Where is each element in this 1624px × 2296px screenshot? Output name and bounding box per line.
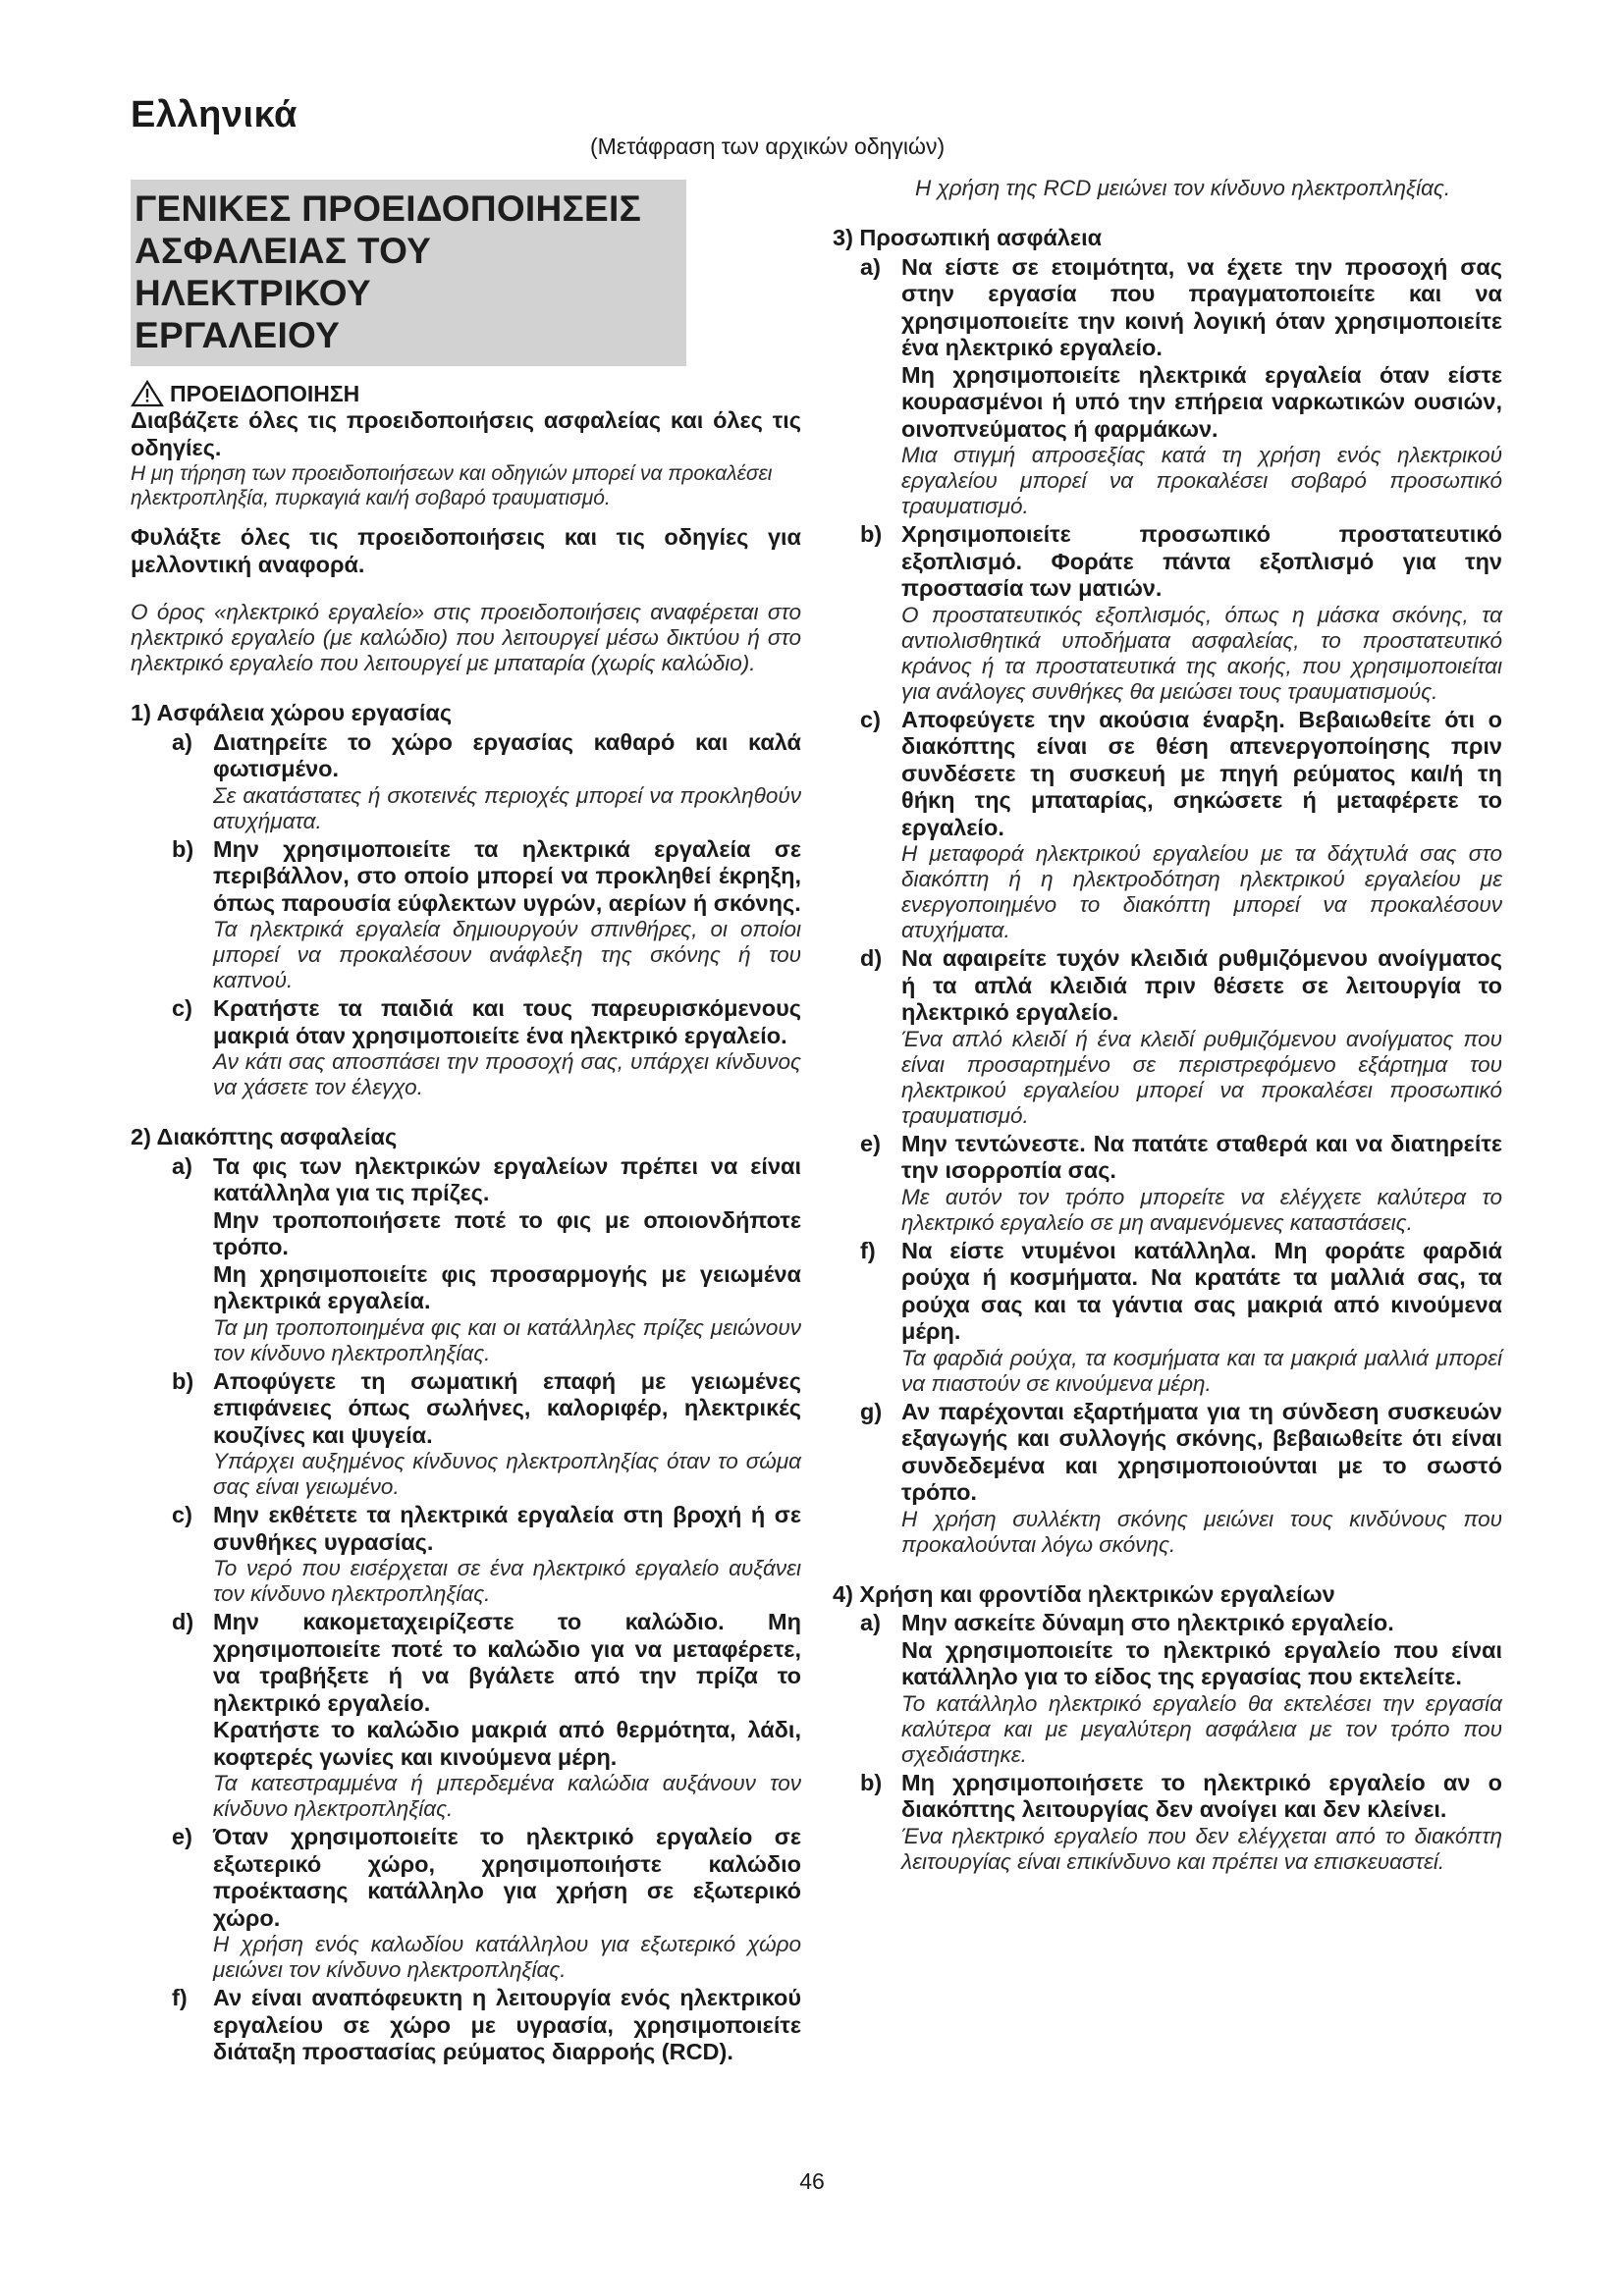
item-bold: Αποφύγετε τη σωματική επαφή με γειωμένες επιφάνειες όπως σωλήνες, καλοριφέρ, ηλεκτρικές κουζίνες και ψυγεία. (213, 1367, 801, 1448)
item-bold: Μην τεντώνεστε. Να πατάτε σταθερά και να διατηρείτε την ισορροπία σας. (901, 1130, 1502, 1183)
item-note: Μια στιγμή απροσεξίας κατά τη χρήση ενός ηλεκτρικού εργαλείου μπορεί να προκαλέσει σοβαρό προσωπικό τραυματισμό. (901, 443, 1502, 518)
item-note: Σε ακατάστατες ή σκοτεινές περιοχές μπορεί να προκληθούν ατυχήματα. (213, 782, 801, 833)
item-note: Το κατάλληλο ηλεκτρικό εργαλείο θα εκτελέσει την εργασία καλύτερα και με μεγαλύτερη ασφάλεια με τον τρόπο που σχεδιάστηκε. (901, 1690, 1502, 1767)
list-item (833, 1131, 1502, 1236)
item-note: Τα φαρδιά ρούχα, τα κοσμήματα και τα μακριά μαλλιά μπορεί να πιαστούν σε κινούμενα μέρη. (901, 1345, 1502, 1396)
item-bold: Τα φις των ηλεκτρικών εργαλείων πρέπει να είναι κατάλληλα για τις πρίζες. (213, 1152, 801, 1205)
item-label: b) (860, 1769, 883, 1795)
list-item (833, 521, 1502, 705)
rcd-note: Η χρήση της RCD μειώνει τον κίνδυνο ηλεκτροπληξίας. (915, 176, 1451, 200)
list-item (131, 1153, 801, 1366)
list-item (833, 1399, 1502, 1558)
warning-label: ΠΡΟΕΙΔΟΠΟΙΗΣΗ (170, 380, 360, 406)
item-bold: Αν παρέχονται εξαρτήματα για τη σύνδεση συσκευών εξαγωγής και συλλογής σκόνης, βεβαιωθείτε ότι είναι συνδεδεμένα και χρησιμοποιούνται με το σωστό τρόπο. (901, 1398, 1502, 1505)
item-note: Το νερό που εισέρχεται σε ένα ηλεκτρικό εργαλείο αυξάνει τον κίνδυνο ηλεκτροπληξίας. (213, 1556, 801, 1606)
item-label: a) (172, 1152, 192, 1179)
list-item (131, 1985, 801, 2066)
item-bold: Μη χρησιμοποιήσετε το ηλεκτρικό εργαλείο αν ο διακόπτης λειτουργίας δεν ανοίγει και δεν κλείνει. (901, 1769, 1502, 1822)
list-item (833, 254, 1502, 520)
item-label: f) (860, 1237, 876, 1263)
intro-read-all: Διαβάζετε όλες τις προειδοποιήσεις ασφαλείας και όλες τις οδηγίες. (131, 407, 801, 460)
title-line: ΕΡΓΑΛΕΙΟΥ (135, 315, 341, 355)
language-heading: Ελληνικά (131, 94, 298, 135)
item-bold: Να χρησιμοποιείτε το ηλεκτρικό εργαλείο που είναι κατάλληλο για το είδος της εργασίας που εκτελείτε. (901, 1636, 1502, 1689)
item-label: d) (860, 945, 883, 971)
item-bold: Μην ασκείτε δύναμη στο ηλεκτρικό εργαλείο. (901, 1610, 1394, 1635)
item-bold: Μην κακομεταχειρίζεστε το καλώδιο. Μη χρησιμοποιείτε ποτέ το καλώδιο για να μεταφέρετε, να τραβήξετε ή να βγάλετε από την πρίζα το ηλεκτρικό εργαλείο. (213, 1609, 801, 1716)
section-2-title: 2) Διακόπτης ασφαλείας (131, 1124, 398, 1149)
warning-triangle-icon (131, 380, 164, 407)
intro-term: Ο όρος «ηλεκτρικό εργαλείο» στις προειδοποιήσεις αναφέρεται στο ηλεκτρικό εργαλείο (με καλώδιο) που λειτουργεί μέσω δικτύου ή στο ηλεκτρικό εργαλείο που λειτουργεί με μπαταρία (χωρίς καλώδιο). (131, 600, 801, 675)
section-title-box (131, 180, 686, 366)
page-number: 46 (799, 2168, 825, 2194)
item-note: Τα κατεστραμμένα ή μπερδεμένα καλώδια αυξάνουν τον κίνδυνο ηλεκτροπληξίας. (213, 1771, 801, 1821)
section-4-title: 4) Χρήση και φροντίδα ηλεκτρικών εργαλείων (833, 1580, 1335, 1607)
item-label: e) (860, 1130, 881, 1156)
item-bold: Χρησιμοποιείτε προσωπικό προστατευτικό εξοπλισμό. Φοράτε πάντα εξοπλισμό για την προστασία των ματιών. (901, 521, 1502, 601)
warning-heading (131, 380, 801, 407)
item-bold: Μη χρησιμοποιείτε ηλεκτρικά εργαλεία όταν είστε κουρασμένοι ή υπό την επήρεια ναρκωτικών ουσιών, οινοπνεύματος ή φαρμάκων. (901, 361, 1502, 442)
item-label: g) (860, 1398, 883, 1424)
item-label: a) (172, 728, 192, 755)
item-note: Η μεταφορά ηλεκτρικού εργαλείου με τα δάχτυλά σας στο διακόπτη ή η ηλεκτροδότηση ηλεκτρικού εργαλείου με ενεργοποιημένο το διακόπτη μπορεί να προκαλέσουν ατυχήματα. (901, 841, 1502, 942)
item-bold: Κρατήστε τα παιδιά και τους παρευρισκόμενους μακριά όταν χρησιμοποιείτε ένα ηλεκτρικό εργαλείο. (213, 995, 801, 1048)
list-item (131, 995, 801, 1100)
intro-keep: Φυλάξτε όλες τις προειδοποιήσεις και τις οδηγίες για μελλοντική αναφορά. (131, 524, 801, 577)
item-label: b) (172, 1367, 194, 1394)
item-note: Τα μη τροποποιημένα φις και οι κατάλληλες πρίζες μειώνουν τον κίνδυνο ηλεκτροπληξίας. (213, 1314, 801, 1365)
item-bold: Να αφαιρείτε τυχόν κλειδιά ρυθμιζόμενου ανοίγματος ή τα απλά κλειδιά πριν θέσετε σε λειτουργία το ηλεκτρικό εργαλείο. (901, 945, 1502, 1025)
item-note: Ο προστατευτικός εξοπλισμός, όπως η μάσκα σκόνης, τα αντιολισθητικά υποδήματα ασφαλείας, το προστατευτικό κράνος ή τα προστατευτικά της ακοής, που χρησιμοποιείται για ανάλογες συνθήκες θα μειώσει τους τραυματισμούς. (901, 602, 1502, 704)
item-bold: Να είστε σε ετοιμότητα, να έχετε την προσοχή σας στην εργασία που πραγματοποιείτε και να χρησιμοποιείτε την κοινή λογική όταν χρησιμοποιείτε ένα ηλεκτρικό εργαλείο. (901, 253, 1502, 360)
list-item (833, 1238, 1502, 1397)
translation-subtitle: (Μετάφραση των αρχικών οδηγιών) (590, 133, 946, 159)
item-label: a) (860, 1610, 881, 1635)
intro-read-all-note: Η μη τήρηση των προειδοποιήσεων και οδηγιών μπορεί να προκαλέσει ηλεκτροπληξία, πυρκαγιά και/ή σοβαρό τραυματισμό. (131, 462, 773, 509)
item-bold: Διατηρείτε το χώρο εργασίας καθαρό και καλά φωτισμένο. (213, 728, 801, 781)
list-item (833, 1770, 1502, 1875)
item-bold: Αποφεύγετε την ακούσια έναρξη. Βεβαιωθείτε ότι ο διακόπτης είναι σε θέση απενεργοποίησης πριν συνδέσετε τη συσκευή με πηγή ρεύματος και/ή τη θήκη της μπαταρίας, σηκώσετε ή μεταφέρετε το εργαλείο. (901, 706, 1502, 840)
list-item (131, 1368, 801, 1501)
list-item (131, 1824, 801, 1983)
section-1-title: 1) Ασφάλεια χώρου εργασίας (131, 700, 453, 725)
item-label: b) (172, 835, 194, 862)
item-bold: Να είστε ντυμένοι κατάλληλα. Μη φοράτε φαρδιά ρούχα ή κοσμήματα. Να κρατάτε τα μαλλιά σας, τα ρούχα σας και τα γάντια σας μακριά από κινούμενα μέρη. (901, 1237, 1502, 1344)
section-3-title: 3) Προσωπική ασφάλεια (833, 225, 1103, 250)
list-item (833, 707, 1502, 944)
item-label: d) (172, 1609, 194, 1634)
item-bold: Όταν χρησιμοποιείτε το ηλεκτρικό εργαλείο σε εξωτερικό χώρο, χρησιμοποιήστε καλώδιο προέκτασης κατάλληλο για χρήση σε εξωτερικό χώρο. (213, 1824, 801, 1931)
title-line: ΓΕΝΙΚΕΣ ΠΡΟΕΙΔΟΠΟΙΗΣΕΙΣ (135, 188, 642, 229)
item-label: c) (172, 995, 192, 1021)
right-column (833, 176, 1502, 1875)
list-item (131, 729, 801, 834)
item-bold: Μη χρησιμοποιείτε φις προσαρμογής με γειωμένα ηλεκτρικά εργαλεία. (213, 1260, 801, 1313)
item-label: e) (172, 1824, 192, 1849)
item-note: Με αυτόν τον τρόπο μπορείτε να ελέγχετε καλύτερα το ηλεκτρικό εργαλείο σε μη αναμενόμενες καταστάσεις. (901, 1184, 1502, 1235)
item-note: Υπάρχει αυξημένος κίνδυνος ηλεκτροπληξίας όταν το σώμα σας είναι γειωμένο. (213, 1449, 801, 1499)
list-item (131, 1502, 801, 1607)
item-note: Ένα ηλεκτρικό εργαλείο που δεν ελέγχεται από το διακόπτη λειτουργίας είναι επικίνδυνο και πρέπει να επισκευαστεί. (901, 1823, 1502, 1874)
item-label: f) (172, 1985, 188, 2010)
item-bold: Αν είναι αναπόφευκτη η λειτουργία ενός ηλεκτρικού εργαλείου σε χώρο με υγρασία, χρησιμοποιείτε διάταξη προστασίας ρεύματος διαρροής (RCD). (213, 1985, 801, 2064)
item-bold: Κρατήστε το καλώδιο μακριά από θερμότητα, λάδι, κοφτερές γωνίες και κινούμενα μέρη. (213, 1717, 801, 1770)
list-item (833, 945, 1502, 1129)
item-label: a) (860, 253, 881, 280)
title-line: ΑΣΦΑΛΕΙΑΣ ΤΟΥ ΗΛΕΚΤΡΙΚΟΥ (135, 231, 432, 313)
item-label: c) (860, 706, 881, 732)
item-note: Η χρήση ενός καλωδίου κατάλληλου για εξωτερικό χώρο μειώνει τον κίνδυνο ηλεκτροπληξίας. (213, 1932, 801, 1982)
item-label: c) (172, 1502, 192, 1527)
list-item (131, 1609, 801, 1822)
item-note: Τα ηλεκτρικά εργαλεία δημιουργούν σπινθήρες, οι οποίοι μπορεί να προκαλέσουν ανάφλεξη της σκόνης ή του καπνού. (213, 917, 801, 992)
left-column (131, 180, 801, 2066)
item-note: Ένα απλό κλειδί ή ένα κλειδί ρυθμιζόμενου ανοίγματος που είναι προσαρτημένο σε περιστρεφόμενο εξάρτημα του ηλεκτρικού εργαλείου μπορεί να προκαλέσει προσωπικό τραυματισμό. (901, 1026, 1502, 1128)
item-label: b) (860, 521, 883, 547)
item-bold: Μην τροποποιήσετε ποτέ το φις με οποιονδήποτε τρόπο. (213, 1206, 801, 1259)
item-bold: Μην εκθέτετε τα ηλεκτρικά εργαλεία στη βροχή ή σε συνθήκες υγρασίας. (213, 1502, 801, 1555)
item-note: Αν κάτι σας αποσπάσει την προσοχή σας, υπάρχει κίνδυνος να χάσετε τον έλεγχο. (213, 1049, 801, 1099)
item-bold: Μην χρησιμοποιείτε τα ηλεκτρικά εργαλεία σε περιβάλλον, στο οποίο μπορεί να προκληθεί έκρηξη, όπως παρουσία εύφλεκτων υγρών, αερίων ή σκόνης. (213, 835, 801, 916)
list-item (131, 836, 801, 994)
item-note: Η χρήση συλλέκτη σκόνης μειώνει τους κινδύνους που προκαλούνται λόγω σκόνης. (901, 1506, 1502, 1557)
list-item (833, 1610, 1502, 1768)
